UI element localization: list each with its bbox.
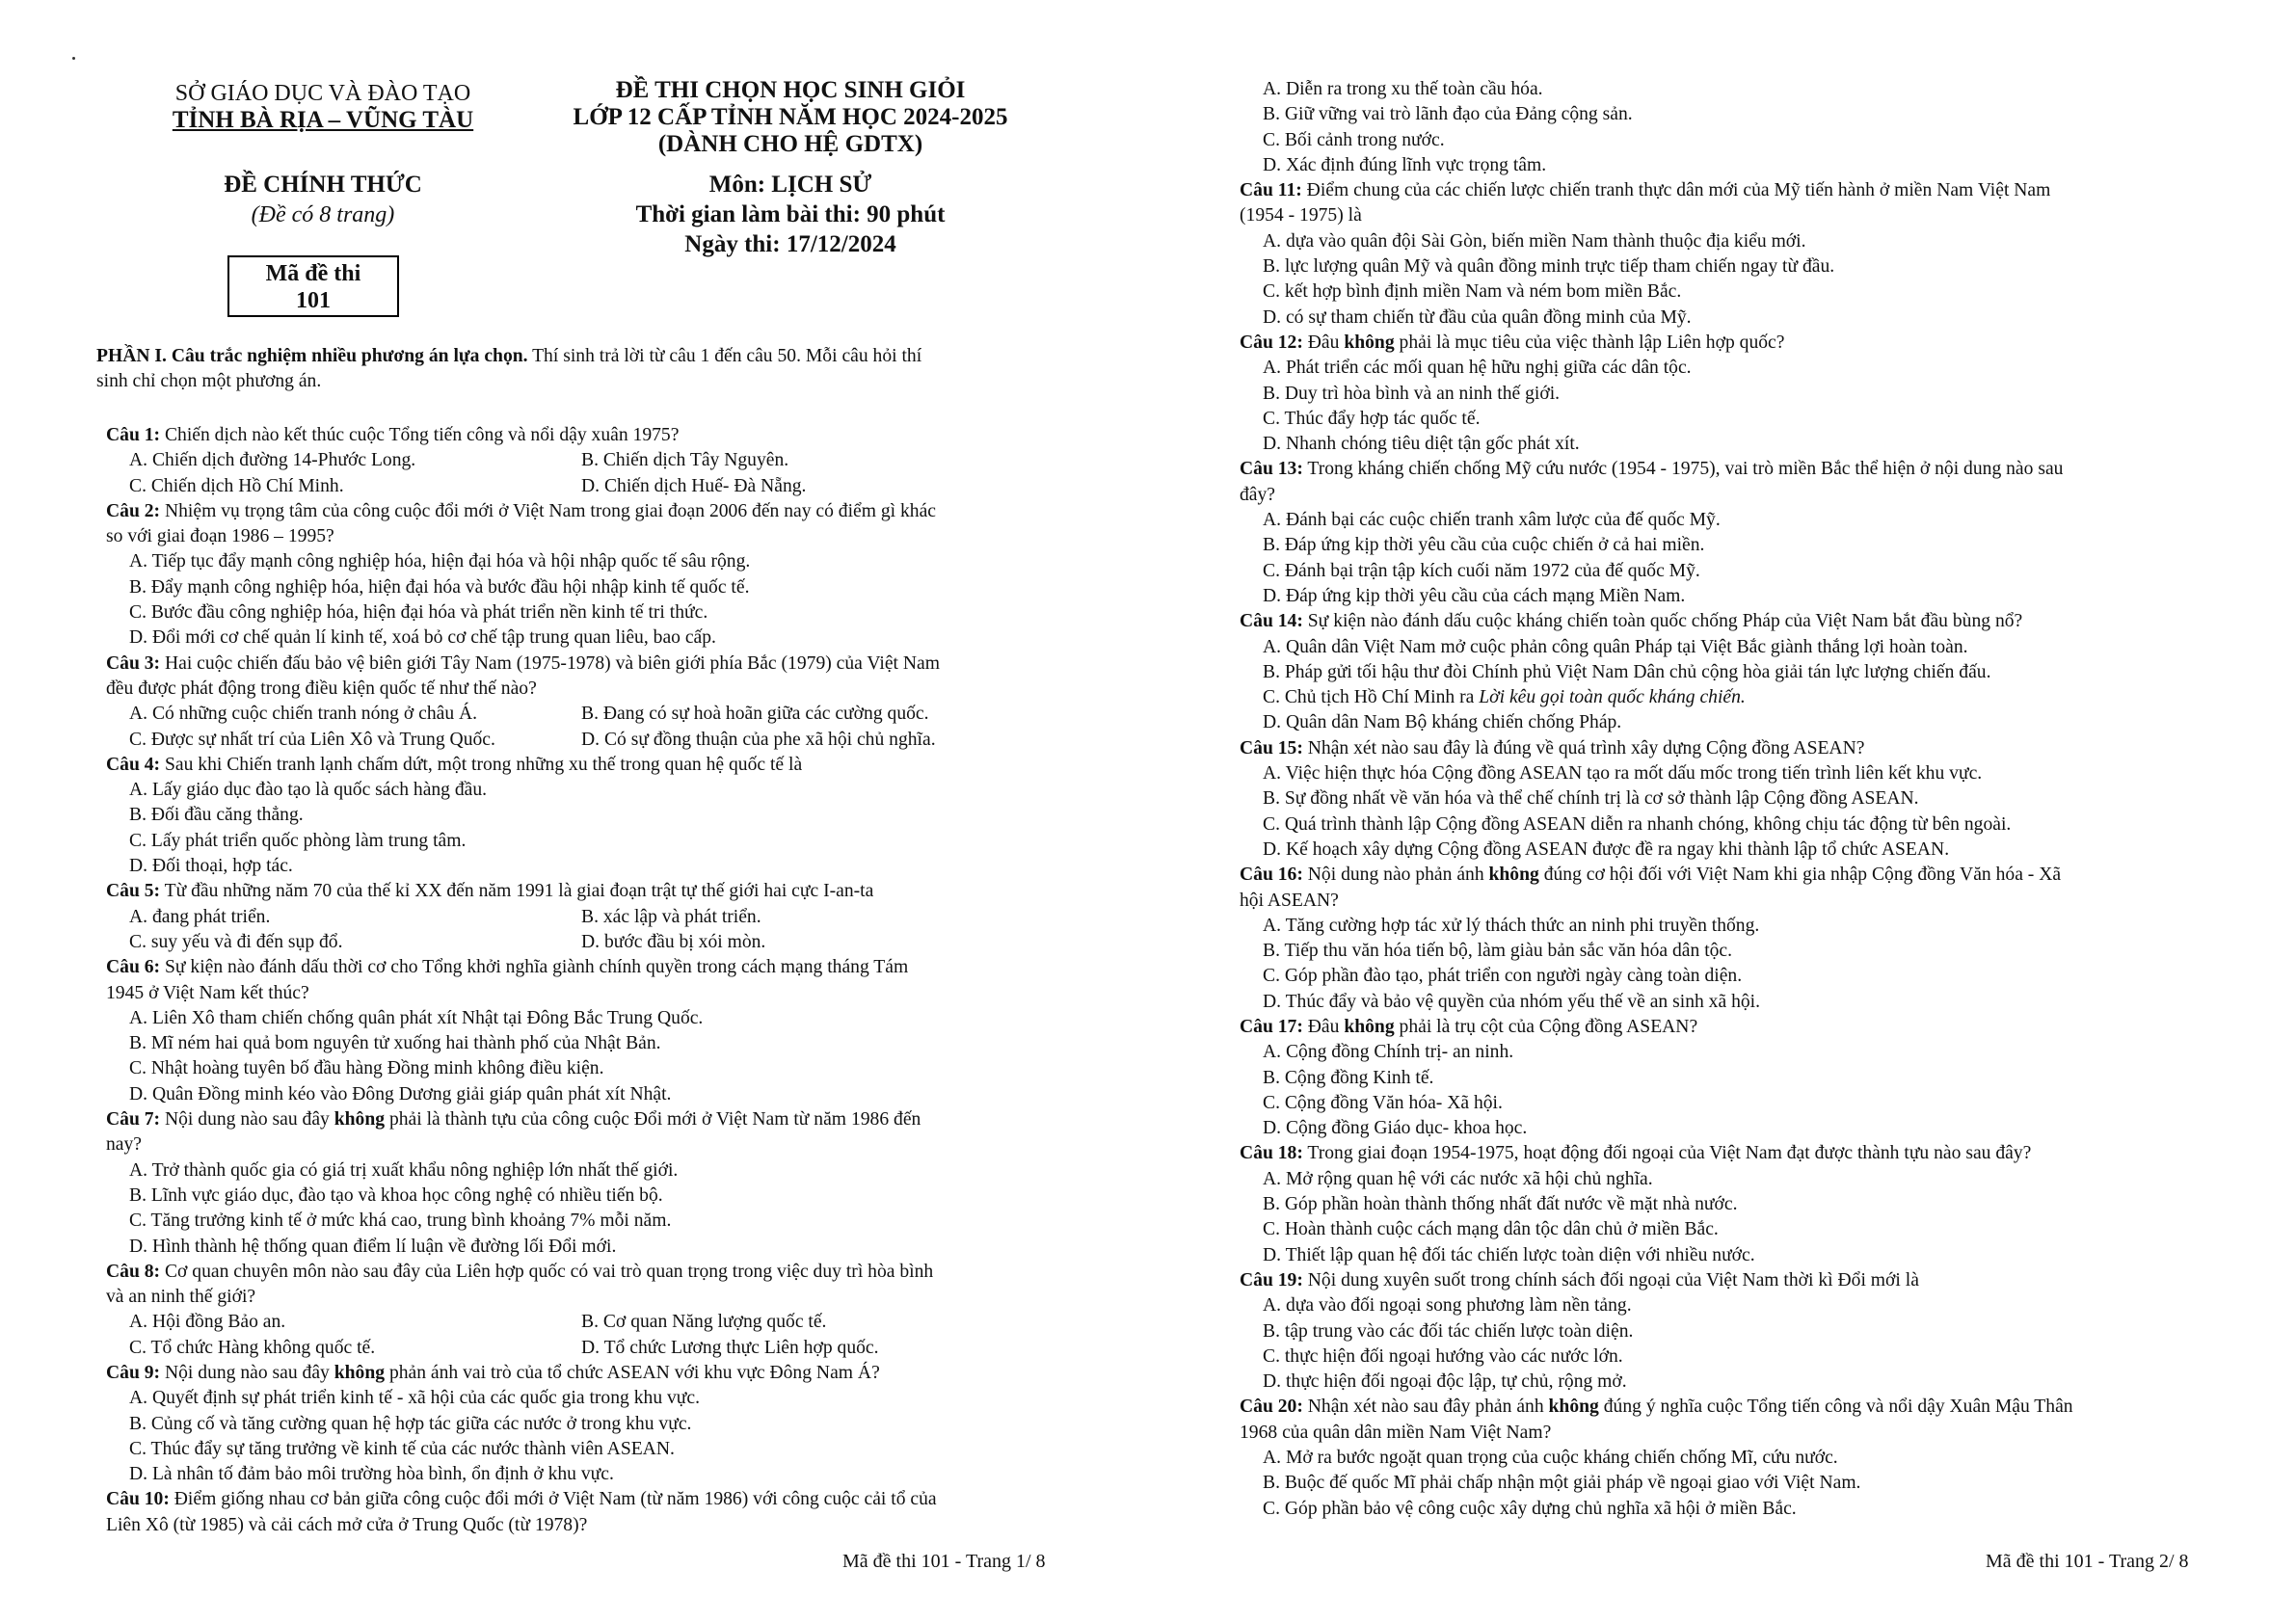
option-a[interactable]: A. Mở rộng quan hệ với các nước xã hội chủ nghĩa. <box>1263 1168 1653 1189</box>
question-6 <box>106 955 1099 980</box>
question-text: Hai cuộc chiến đấu bảo vệ biên giới Tây Nam (1975-1978) và biên giới phía Bắc (1979) của Việt Nam <box>160 652 940 674</box>
page-footer: Mã đề thi 101 - Trang 1/ 8 <box>842 1551 1046 1572</box>
emphasis-word: không <box>334 1109 386 1131</box>
emphasis-word: không <box>1344 1016 1395 1037</box>
question-11 <box>1240 178 2290 203</box>
option-b[interactable]: B. Đang có sự hoà hoãn giữa các cường quốc. <box>581 704 929 725</box>
option-d[interactable]: D. Đổi mới cơ chế quản lí kinh tế, xoá bỏ cơ chế tập trung quan liêu, bao cấp. <box>129 627 716 649</box>
question-1 <box>106 423 1099 448</box>
question-text-cont: và an ninh thế giới? <box>106 1287 256 1308</box>
question-5 <box>106 879 1099 904</box>
question-text: Nhận xét nào sau đây là đúng về quá trình xây dựng Cộng đồng ASEAN? <box>1302 737 1865 758</box>
question-text: Từ đầu những năm 70 của thế kỉ XX đến năm 1991 là giai đoạn trật tự thế giới hai cực I-an-ta <box>160 881 874 902</box>
exam-subtitle: LỚP 12 CẤP TỈNH NĂM HỌC 2024-2025 <box>573 104 1008 130</box>
question-text: đúng ý nghĩa cuộc Tổng tiến công và nổi dậy Xuân Mậu Thân <box>1598 1397 2073 1418</box>
option-d[interactable]: D. Đáp ứng kịp thời yêu cầu của cách mạng Miền Nam. <box>1263 585 1686 606</box>
part1-text-1: Thí sinh trả lời từ câu 1 đến câu 50. Mỗi câu hỏi thí <box>527 346 922 366</box>
options-row <box>106 448 1099 473</box>
option-d[interactable]: D. Thiết lập quan hệ đối tác chiến lược toàn diện với nhiều nước. <box>1263 1244 1755 1265</box>
option-a[interactable]: A. Việc hiện thực hóa Cộng đồng ASEAN tạo ra mốt dấu mốc trong tiến trình liên kết khu vực. <box>1263 763 1983 785</box>
option-d[interactable]: D. Quân Đồng minh kéo vào Đông Dương giải giáp quân phát xít Nhật. <box>129 1083 672 1104</box>
option-d[interactable]: D. Cộng đồng Giáo dục- khoa học. <box>1263 1118 1528 1139</box>
exam-code-box <box>227 255 399 317</box>
question-text-cont: đây? <box>1240 484 1275 505</box>
question-text: Sự kiện nào đánh dấu thời cơ cho Tổng khởi nghĩa giành chính quyền trong cách mạng tháng Tám <box>160 957 909 978</box>
question-text-cont: Liên Xô (từ 1985) và cải cách mở cửa ở Trung Quốc (từ 1978)? <box>106 1514 588 1535</box>
question-text: Nội dung xuyên suốt trong chính sách đối ngoại của Việt Nam thời kì Đổi mới là <box>1302 1269 1919 1290</box>
option-b[interactable]: B. Chiến dịch Tây Nguyên. <box>581 450 789 471</box>
question-number: Câu 13: <box>1240 459 1303 480</box>
option-b[interactable]: B. tập trung vào các đối tác chiến lược toàn diện. <box>1263 1320 1634 1342</box>
question-number: Câu 3: <box>106 652 161 674</box>
question-number: Câu 16: <box>1240 865 1303 886</box>
option-a[interactable]: A. Cộng đồng Chính trị- an ninh. <box>1263 1042 1514 1063</box>
option-b[interactable]: B. lực lượng quân Mỹ và quân đồng minh trực tiếp tham chiến ngay từ đầu. <box>1263 256 1835 278</box>
option-c[interactable]: C. Được sự nhất trí của Liên Xô và Trung Quốc. <box>129 729 495 750</box>
question-text-cont: đều được phát động trong điều kiện quốc tế như thế nào? <box>106 678 537 699</box>
question-number: Câu 10: <box>106 1489 170 1510</box>
option-a[interactable]: A. Lấy giáo dục đào tạo là quốc sách hàng đầu. <box>129 780 488 801</box>
question-13 <box>1240 457 2290 482</box>
header-right <box>540 77 1041 158</box>
option-c[interactable]: C. Góp phần bảo vệ công cuộc xây dựng chủ nghĩa xã hội ở miền Bắc. <box>1263 1498 1797 1519</box>
option-text: C. Chủ tịch Hồ Chí Minh ra <box>1263 687 1480 708</box>
option-d[interactable]: D. Có sự đồng thuận của phe xã hội chủ nghĩa. <box>581 729 936 750</box>
question-text-cont: 1945 ở Việt Nam kết thúc? <box>106 982 309 1003</box>
pages-note: (Đề có 8 trang) <box>251 202 395 227</box>
options-row <box>106 474 1099 499</box>
option-c[interactable] <box>1240 685 2290 710</box>
option-b[interactable]: B. Đáp ứng kịp thời yêu cầu của cuộc chiến ở cả hai miền. <box>1263 535 1705 556</box>
option-d[interactable]: D. Là nhân tố đảm bảo môi trường hòa bình, ổn định ở khu vực. <box>129 1464 614 1485</box>
question-number: Câu 1: <box>106 425 161 445</box>
question-number: Câu 11: <box>1240 180 1302 201</box>
option-c[interactable]: C. Bước đầu công nghiệp hóa, hiện đại hóa và phát triển nền kinh tế tri thức. <box>129 602 708 624</box>
question-number: Câu 15: <box>1240 737 1303 758</box>
option-a[interactable]: A. Phát triển các mối quan hệ hữu nghị giữa các dân tộc. <box>1263 358 1692 379</box>
exam-code-value: 101 <box>296 288 331 313</box>
option-b[interactable]: B. Duy trì hòa bình và an ninh thế giới. <box>1263 383 1561 404</box>
question-text: phải là thành tựu của công cuộc Đổi mới ở Việt Nam từ năm 1986 đến <box>385 1109 921 1131</box>
question-text: Nhiệm vụ trọng tâm của công cuộc đổi mới ở Việt Nam trong giai đoạn 2006 đến nay có điểm gì khác <box>160 500 936 521</box>
exam-page-2 <box>1224 0 2296 1623</box>
option-b[interactable]: B. Buộc đế quốc Mĩ phải chấp nhận một giải pháp về ngoại giao với Việt Nam. <box>1263 1473 1861 1494</box>
question-14 <box>1240 609 2290 634</box>
emphasis-word: không <box>1344 332 1395 353</box>
option-a[interactable]: A. dựa vào quân đội Sài Gòn, biến miền Nam thành thuộc địa kiểu mới. <box>1263 230 1806 252</box>
question-2 <box>106 499 1099 524</box>
question-text: Nội dung nào phản ánh <box>1302 865 1489 886</box>
exam-time: Thời gian làm bài thi: 90 phút <box>635 201 946 227</box>
option-b[interactable]: B. Góp phần hoàn thành thống nhất đất nước về mặt nhà nước. <box>1263 1194 1738 1215</box>
options-row <box>106 1336 1099 1361</box>
emphasis-word: không <box>1548 1397 1599 1418</box>
option-c[interactable]: C. suy yếu và đi đến sụp đổ. <box>129 931 343 952</box>
question-text: Sau khi Chiến tranh lạnh chấm dứt, một trong những xu thế trong quan hệ quốc tế là <box>160 754 803 775</box>
option-b[interactable]: B. Đẩy mạnh công nghiệp hóa, hiện đại hóa và bước đầu hội nhập kinh tế quốc tế. <box>129 576 750 598</box>
province-name: TỈNH BÀ RỊA – VŨNG TÀU <box>172 107 474 133</box>
question-text: đúng cơ hội đối với Việt Nam khi gia nhập Cộng đồng Văn hóa - Xã <box>1538 865 2062 886</box>
question-number: Câu 9: <box>106 1362 161 1383</box>
option-c[interactable]: C. Đánh bại trận tập kích cuối năm 1972 của đế quốc Mỹ. <box>1263 560 1700 581</box>
option-a[interactable]: A. đang phát triển. <box>129 906 271 927</box>
emphasis-word: không <box>334 1362 386 1383</box>
option-a[interactable]: A. Tăng cường hợp tác xử lý thách thức an ninh phi truyền thống. <box>1263 915 1760 936</box>
option-c[interactable]: C. thực hiện đối ngoại hướng vào các nước lớn. <box>1263 1345 1623 1367</box>
question-text: phản ánh vai trò của tổ chức ASEAN với khu vực Đông Nam Á? <box>385 1362 880 1383</box>
question-text: Đâu <box>1302 1016 1345 1037</box>
question-number: Câu 4: <box>106 754 161 775</box>
option-b[interactable]: B. Cộng đồng Kinh tế. <box>1263 1067 1434 1088</box>
options-row <box>106 702 1099 727</box>
option-c[interactable]: C. Bối cảnh trong nước. <box>1263 129 1445 150</box>
option-a[interactable]: A. Hội đồng Bảo an. <box>129 1312 286 1333</box>
option-c[interactable]: C. Quá trình thành lập Cộng đồng ASEAN diễn ra nhanh chóng, không chịu tác động từ bên ngoài. <box>1263 813 2012 835</box>
option-a[interactable]: A. Trở thành quốc gia có giá trị xuất khẩu nông nghiệp lớn nhất thế giới. <box>129 1159 679 1181</box>
option-d[interactable]: D. Tổ chức Lương thực Liên hợp quốc. <box>581 1337 879 1358</box>
question-text-cont: 1968 của quân dân miền Nam Việt Nam? <box>1240 1422 1552 1443</box>
question-number: Câu 19: <box>1240 1269 1303 1290</box>
option-d[interactable]: D. Xác định đúng lĩnh vực trọng tâm. <box>1263 154 1547 175</box>
option-c[interactable]: C. Chiến dịch Hồ Chí Minh. <box>129 475 344 496</box>
question-number: Câu 2: <box>106 500 161 521</box>
question-3 <box>106 652 1099 677</box>
option-a[interactable]: A. Chiến dịch đường 14-Phước Long. <box>129 450 416 471</box>
option-c[interactable]: C. kết hợp bình định miền Nam và ném bom miền Bắc. <box>1263 281 1682 303</box>
question-17 <box>1240 1015 2290 1040</box>
question-number: Câu 6: <box>106 957 161 978</box>
question-text: Sự kiện nào đánh dấu cuộc kháng chiến toàn quốc chống Pháp của Việt Nam bắt đầu bùng nổ? <box>1302 611 2023 632</box>
option-b[interactable]: B. Mĩ ném hai quả bom nguyên tử xuống hai thành phố của Nhật Bản. <box>129 1033 661 1054</box>
exam-title: ĐỀ THI CHỌN HỌC SINH GIỎI <box>615 77 966 103</box>
page-footer: Mã đề thi 101 - Trang 2/ 8 <box>1986 1551 2189 1572</box>
option-d[interactable]: D. Kế hoạch xây dựng Cộng đồng ASEAN được đề ra ngay khi thành lập tổ chức ASEAN. <box>1263 838 1950 860</box>
questions-column-2 <box>1240 77 2290 1522</box>
question-number: Câu 17: <box>1240 1016 1303 1037</box>
exam-subject: Môn: LỊCH SỬ <box>708 172 872 198</box>
question-text: Trong kháng chiến chống Mỹ cứu nước (1954 - 1975), vai trò miền Bắc thể hiện ở nội dung nào sau <box>1302 459 2064 480</box>
emphasis-word: không <box>1488 865 1539 886</box>
question-12 <box>1240 331 2290 356</box>
question-text: Điểm giống nhau cơ bản giữa công cuộc đổi mới ở Việt Nam (từ năm 1986) với công cuộc cải tổ của <box>169 1489 937 1510</box>
question-text: Điểm chung của các chiến lược chiến tranh thực dân mới của Mỹ tiến hành ở miền Nam Việt Nam <box>1301 180 2051 201</box>
question-number: Câu 12: <box>1240 332 1303 353</box>
question-9 <box>106 1361 1099 1386</box>
department-name: SỞ GIÁO DỤC VÀ ĐÀO TẠO <box>174 81 471 106</box>
option-b[interactable]: B. Tiếp thu văn hóa tiến bộ, làm giàu bản sắc văn hóa dân tộc. <box>1263 941 1733 962</box>
questions-column-1 <box>106 423 1099 1538</box>
option-c[interactable]: C. Lấy phát triển quốc phòng làm trung tâm. <box>129 830 467 851</box>
option-d[interactable]: D. Đối thoại, hợp tác. <box>129 856 293 877</box>
question-text: phải là trụ cột của Cộng đồng ASEAN? <box>1394 1016 1698 1037</box>
option-d[interactable]: D. Thúc đẩy và bảo vệ quyền của nhóm yếu thế về an sinh xã hội. <box>1263 991 1761 1012</box>
exam-meta <box>569 172 1012 258</box>
exam-page-1 <box>0 0 1108 1623</box>
question-text: Nội dung nào sau đây <box>160 1109 334 1131</box>
question-16 <box>1240 863 2290 888</box>
question-18 <box>1240 1141 2290 1166</box>
option-a[interactable]: A. Diễn ra trong xu thế toàn cầu hóa. <box>1263 79 1543 99</box>
option-b[interactable]: B. Giữ vững vai trò lãnh đạo của Đảng cộng sản. <box>1263 104 1633 125</box>
option-b[interactable]: B. xác lập và phát triển. <box>581 906 761 927</box>
option-b[interactable]: B. Sự đồng nhất về văn hóa và thể chế chính trị là cơ sở thành lập Cộng đồng ASEAN. <box>1263 788 1919 810</box>
question-text-cont: nay? <box>106 1134 142 1156</box>
option-a[interactable]: A. dựa vào đối ngoại song phương làm nền tảng. <box>1263 1295 1632 1317</box>
option-d[interactable]: D. bước đầu bị xói mòn. <box>581 931 766 952</box>
question-text: Chiến dịch nào kết thúc cuộc Tổng tiến công và nổi dậy xuân 1975? <box>160 425 680 445</box>
option-c[interactable]: C. Tăng trưởng kinh tế ở mức khá cao, trung bình khoảng 7% mỗi năm. <box>129 1211 672 1232</box>
question-text: Trong giai đoạn 1954-1975, hoạt động đối ngoại của Việt Nam đạt được thành tựu nào sau đây? <box>1302 1143 2032 1164</box>
option-d[interactable]: D. có sự tham chiến từ đầu của quân đồng minh của Mỹ. <box>1263 306 1692 328</box>
part1-title: PHẦN I. Câu trắc nghiệm nhiều phương án lựa chọn. <box>96 346 528 366</box>
official-label: ĐỀ CHÍNH THỨC <box>224 172 422 198</box>
option-d[interactable]: D. thực hiện đối ngoại độc lập, tự chủ, rộng mở. <box>1263 1371 1627 1393</box>
question-number: Câu 5: <box>106 881 161 902</box>
option-a[interactable]: A. Quyết định sự phát triển kinh tế - xã hội của các quốc gia trong khu vực. <box>129 1388 701 1409</box>
option-c[interactable]: C. Góp phần đào tạo, phát triển con người ngày càng toàn diện. <box>1263 966 1743 987</box>
question-text-cont: hội ASEAN? <box>1240 890 1339 911</box>
option-b[interactable]: B. Pháp gửi tối hậu thư đòi Chính phủ Việt Nam Dân chủ cộng hòa giải tán lực lượng chiến đấu. <box>1263 661 1991 682</box>
option-a[interactable]: A. Tiếp tục đẩy mạnh công nghiệp hóa, hiện đại hóa và hội nhập quốc tế sâu rộng. <box>129 551 751 572</box>
option-c[interactable]: C. Hoàn thành cuộc cách mạng dân tộc dân chủ ở miền Bắc. <box>1263 1219 1719 1240</box>
question-number: Câu 18: <box>1240 1143 1303 1164</box>
part1-instructions <box>96 344 1089 395</box>
option-a[interactable]: A. Mở ra bước ngoặt quan trọng của cuộc kháng chiến chống Mĩ, cứu nước. <box>1263 1448 1838 1469</box>
option-c[interactable]: C. Cộng đồng Văn hóa- Xã hội. <box>1263 1092 1503 1113</box>
question-text: Nhận xét nào sau đây phản ánh <box>1302 1397 1549 1418</box>
option-a[interactable]: A. Quân dân Việt Nam mở cuộc phản công quân Pháp tại Việt Bắc giành thắng lợi hoàn toàn. <box>1263 636 1968 657</box>
question-10 <box>106 1487 1099 1512</box>
options-row <box>106 905 1099 930</box>
question-4 <box>106 753 1099 778</box>
question-text: Cơ quan chuyên môn nào sau đây của Liên hợp quốc có vai trò quan trọng trong việc duy trì hòa bình <box>160 1261 934 1282</box>
question-8 <box>106 1260 1099 1285</box>
question-19 <box>1240 1268 2290 1293</box>
question-text: Nội dung nào sau đây <box>160 1362 334 1383</box>
question-text-cont: so với giai đoạn 1986 – 1995? <box>106 526 334 547</box>
option-b[interactable]: B. Củng cố và tăng cường quan hệ hợp tác giữa các nước ở trong khu vực. <box>129 1413 692 1434</box>
option-c[interactable]: C. Tổ chức Hàng không quốc tế. <box>129 1337 376 1358</box>
exam-audience: (DÀNH CHO HỆ GDTX) <box>657 131 923 157</box>
question-number: Câu 14: <box>1240 611 1303 632</box>
option-a[interactable]: A. Đánh bại các cuộc chiến tranh xâm lược của đế quốc Mỹ. <box>1263 510 1721 531</box>
question-number: Câu 20: <box>1240 1397 1303 1418</box>
option-d[interactable]: D. Quân dân Nam Bộ kháng chiến chống Pháp. <box>1263 712 1622 733</box>
option-b[interactable]: B. Cơ quan Năng lượng quốc tế. <box>581 1312 827 1333</box>
official-block <box>178 172 467 228</box>
options-row <box>106 930 1099 955</box>
question-number: Câu 8: <box>106 1261 161 1282</box>
option-d[interactable]: D. Chiến dịch Huế- Đà Nẵng. <box>581 475 807 496</box>
question-15 <box>1240 736 2290 761</box>
option-italic-text: Lời kêu gọi toàn quốc kháng chiến. <box>1479 687 1746 708</box>
question-number: Câu 7: <box>106 1109 161 1131</box>
header-left <box>154 80 492 134</box>
option-c[interactable]: C. Thúc đẩy hợp tác quốc tế. <box>1263 408 1481 429</box>
question-7 <box>106 1107 1099 1132</box>
option-c[interactable]: C. Thúc đẩy sự tăng trưởng về kinh tế của các nước thành viên ASEAN. <box>129 1438 675 1459</box>
option-b[interactable]: B. Đối đầu căng thẳng. <box>129 805 304 826</box>
option-d[interactable]: D. Hình thành hệ thống quan điểm lí luận về đường lối Đổi mới. <box>129 1236 617 1257</box>
option-c[interactable]: C. Nhật hoàng tuyên bố đầu hàng Đồng minh không điều kiện. <box>129 1058 604 1079</box>
question-20 <box>1240 1395 2290 1420</box>
option-d[interactable]: D. Nhanh chóng tiêu diệt tận gốc phát xít. <box>1263 434 1580 455</box>
question-text: Đâu <box>1302 332 1345 353</box>
options-row <box>106 1310 1099 1335</box>
exam-code-label: Mã đề thi <box>265 261 361 286</box>
question-text-cont: (1954 - 1975) là <box>1240 205 1362 226</box>
part1-text-2: sinh chỉ chọn một phương án. <box>96 371 322 392</box>
option-b[interactable]: B. Lĩnh vực giáo dục, đào tạo và khoa học công nghệ có nhiều tiến bộ. <box>129 1184 663 1206</box>
options-row <box>106 728 1099 753</box>
question-text: phải là mục tiêu của việc thành lập Liên hợp quốc? <box>1394 332 1785 353</box>
option-a[interactable]: A. Liên Xô tham chiến chống quân phát xít Nhật tại Đông Bắc Trung Quốc. <box>129 1007 704 1028</box>
exam-date: Ngày thi: 17/12/2024 <box>684 231 896 257</box>
option-a[interactable]: A. Có những cuộc chiến tranh nóng ở châu Á. <box>129 704 478 725</box>
